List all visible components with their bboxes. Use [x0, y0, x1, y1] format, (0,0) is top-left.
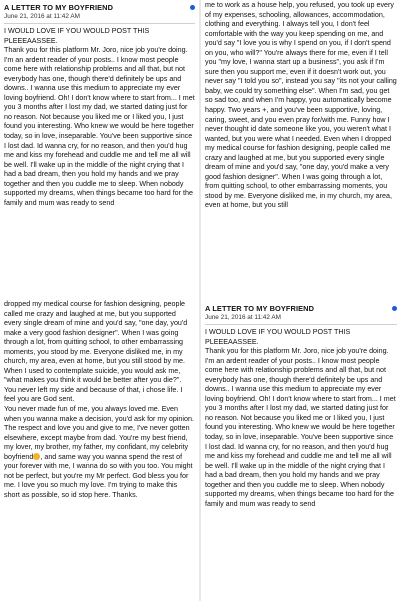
- screenshot-panel-bottom-right: [201, 302, 401, 601]
- post-body-text: I WOULD LOVE IF YOU WOULD POST THIS PLEEEAASSEE. Thank you for this platform Mr. Joro, nice job you're doing. I'm an ardent reader of your posts.. I know most people come here with relationship problems and all that, but not everybody has one, though there'd definitely be ups and downs.. I wanna use this medium to appreciate my ever loving boyfriend. Oh! I don't know where to start from... I met you 3 months after I lost my dad, we started dating just for no reason. Not because you liked me or I liked you, I just found you interesting. Who knew we would be here together today, so in love, inseparable. You've been supportive since I lost dad. Id wanna cry, for no reason, and then you'd hug me and kiss my forehead and cuddle me and tell me all will be well. I'll wake up in the middle of the night crying that I had a bad dream, then you hold my hands and we pray together and then you cuddle me to sleep. When nobody supported my dreams, when things became too hard for the family and mum was ready to send: [205, 328, 396, 508]
- screenshot-panel-top-left: [0, 0, 199, 300]
- post-date: June 21, 2016 at 11:42 AM: [205, 314, 281, 321]
- post-body-text: dropped my medical course for fashion designing, people called me crazy and laughed at me, but you supported every single dream of mine and you'd say, "one day, you'd make a very good fashion designer". When I was going through a lot, from quitting school, to other embarrassing moments, you stood by me. Everyone disliked me, in my church, my area, even at home, but you still stood by me. When I used to contemplate suicide, you would ask me, "what makes you think it would be better after you die?". You never left my side and because of that, i chose life. I feel you are God sent. You never made fun of me, you always loved me. Even when you wanna make a decision, you'd ask for my opinion. The respect and love you and give to me, I've never gotten elsewhere, except maybe from dad. You're my best friend, my lover, my brother, my father, my confidant, my celebrity boyfriend: [4, 300, 194, 461]
- post-date: June 21, 2016 at 11:42 AM: [4, 13, 80, 20]
- post-body-container: [0, 300, 199, 500]
- blue-dot-icon: [392, 306, 397, 311]
- post-title: [4, 3, 195, 12]
- blue-dot-icon: [190, 5, 195, 10]
- screenshot-panel-bottom-left: [0, 300, 199, 601]
- post-title-text: A LETTER TO MY BOYFRIEND: [205, 304, 315, 313]
- post-title-text: A LETTER TO MY BOYFRIEND: [4, 3, 114, 12]
- screenshot-panel-top-right: [201, 0, 401, 302]
- post-title: [205, 304, 397, 313]
- post-header: [201, 302, 401, 325]
- post-body-text: I WOULD LOVE IF YOU WOULD POST THIS PLEEEAASSEE. Thank you for this platform Mr. Joro, nice job you're doing. I'm an ardent reader of your posts.. I know most people come here with relationship problems and all that, but not everybody has one, though there'd definitely be ups and downs.. I wanna use this medium to appreciate my ever loving boyfriend. Oh! I don't know where to start from... I met you 3 months after I lost my dad, we started dating just for no reason. Not because you liked me or I liked you, I just found you interesting. Who knew we would be here together today, so in love, inseparable. You've been supportive since I lost dad. Id wanna cry, for no reason, and then you'd hug me and kiss my forehead and cuddle me and tell me all will be well. I'll wake up in the middle of the night crying that I had a bad dream, then you hold my hands and we pray together and then you cuddle me to sleep. When nobody supported my dreams, when things became too hard for the family and mum was ready to send: [4, 27, 195, 207]
- post-header: [0, 0, 199, 24]
- post-body-text: me to work as a house help, you refused, you took up every of my expenses, schooling, allowances, accommodation, clothing and everything. I always tell you, I don't feel comfortable with the way you keep spending on me, and you'd say "I love you is why I spend on you, if I don't spend on you, who will?" You're always there for me, even if I tell you "my love, I wanna start up a business", you ask if I'm sure then you support me, even if it doesn't work out, you never say "I told you so", instead you say "its not your calling baby, we could try something else". When I'm sad, you get so sad too, and when I'm happy, you automatically become happy. Two years +, and you've been supportive, loving, caring, sweet, and you even pray for/with me. Funny how I never thought id date someone like you, you weren't what I wanted, but you were what I needed. Even when I dropped my medical course for fashion designing, people called me crazy and laughed at me, but you supported every single dream of mine and you'd say, "one day, you'd make a very good fashion designer". When I was going through a lot, from quitting school, to other embarrassing moments, you stood by me. Everyone disliked me, in my church, my area, even at home, but you still: [205, 1, 399, 210]
- post-body-text-continued: , and same way you wanna spend the rest of your forever with me, I wanna do so with you too. You might not be perfect, but you're my Mr perfect. God bless you for me. I love you so much my love. I'm trying to make this short as possible, so id stop here. Thanks.: [4, 452, 195, 499]
